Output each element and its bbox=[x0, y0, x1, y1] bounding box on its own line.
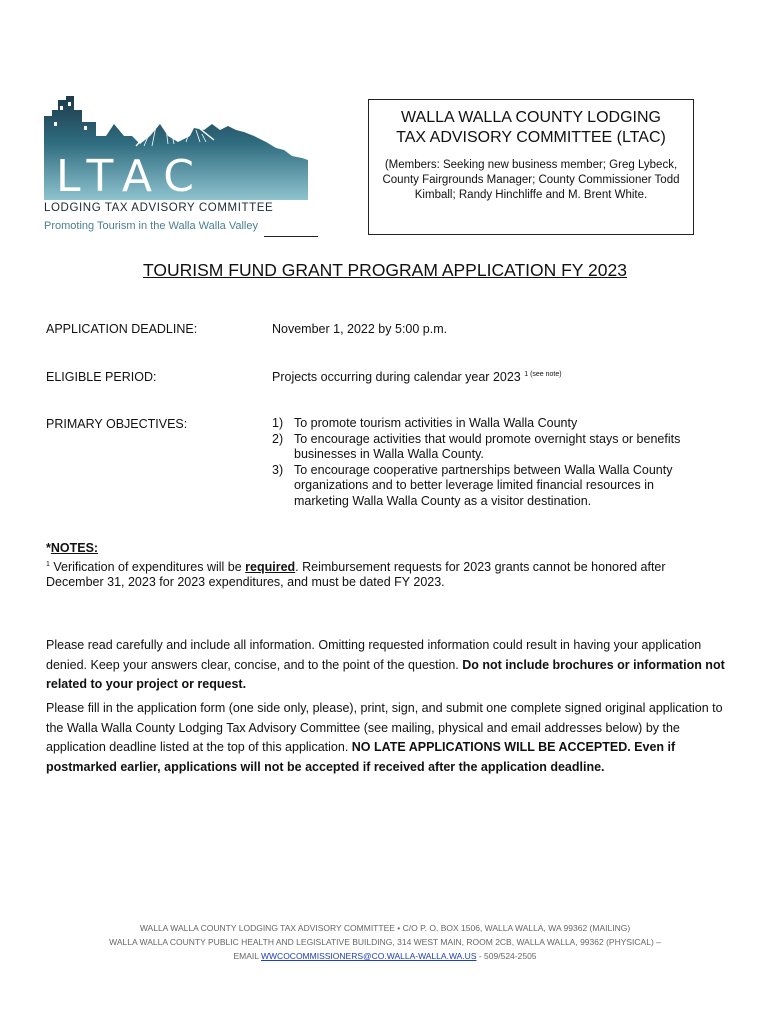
page-title: TOURISM FUND GRANT PROGRAM APPLICATION FY 2023 bbox=[143, 260, 627, 280]
footer-line-2: WALLA WALLA COUNTY PUBLIC HEALTH AND LEGISLATIVE BUILDING, 314 WEST MAIN, ROOM 2CB, WALLA WALLA, 99362 (PHYSICAL) – bbox=[109, 937, 661, 947]
deadline-label: APPLICATION DEADLINE: bbox=[46, 322, 198, 336]
committee-title-line-1: WALLA WALLA COUNTY LODGING bbox=[401, 109, 661, 126]
instructions-paragraph-1 bbox=[46, 636, 726, 695]
page-footer bbox=[0, 921, 770, 963]
notes-marker: 1 bbox=[46, 560, 50, 568]
list-item bbox=[272, 416, 712, 432]
eligible-period-label: ELIGIBLE PERIOD: bbox=[46, 370, 157, 384]
footer-phone: - 509/524-2505 bbox=[476, 951, 537, 961]
ltac-skyline-graphic bbox=[44, 96, 318, 200]
eligible-period-text: Projects occurring during calendar year 2023 bbox=[272, 370, 521, 384]
objective-text: To promote tourism activities in Walla Walla County bbox=[294, 416, 578, 430]
deadline-value: November 1, 2022 by 5:00 p.m. bbox=[272, 322, 448, 336]
committee-title-line-2: TAX ADVISORY COMMITTEE (LTAC) bbox=[396, 129, 666, 146]
footer-line-3 bbox=[0, 949, 770, 963]
list-item bbox=[272, 432, 712, 463]
ltac-logo bbox=[44, 96, 318, 241]
logo-tagline: Promoting Tourism in the Walla Walla Valley bbox=[44, 220, 258, 232]
notes-text-before: Verification of expenditures will be bbox=[49, 559, 246, 574]
eligible-period-value bbox=[272, 370, 562, 384]
notes-asterisk: * bbox=[46, 541, 51, 555]
footer-email-link[interactable]: WWCOCOMMISSIONERS@CO.WALLA-WALLA.WA.US bbox=[261, 951, 477, 961]
footer-line-1: WALLA WALLA COUNTY LODGING TAX ADVISORY COMMITTEE • C/O P. O. BOX 1506, WALLA WALLA, WA 99362 (MAILING) bbox=[139, 923, 631, 933]
logo-underline bbox=[264, 236, 318, 237]
logo-subtitle: LODGING TAX ADVISORY COMMITTEE bbox=[44, 202, 274, 214]
para2-bold: NO LATE APPLICATIONS WILL BE ACCEPTED. Even if postmarked earlier, applications will not be accepted if received after the application deadline. bbox=[46, 740, 676, 774]
objective-number: 3) bbox=[272, 462, 284, 477]
committee-header-box bbox=[368, 99, 694, 235]
objectives-label: PRIMARY OBJECTIVES: bbox=[46, 417, 188, 431]
notes-required: required bbox=[245, 559, 296, 574]
para1-text: Please read carefully and include all information. Omitting requested information could result in having your application denied. Keep your answers clear, concise, and to the point of the question. bbox=[46, 638, 702, 672]
list-item bbox=[272, 463, 712, 510]
para2-text: Please fill in the application form (one side only, please), print, sign, and submit one complete signed original application to the Walla Walla County Lodging Tax Advisory Committee (see mailing, physical and email addresses below) by the application deadline listed at the top of this application. bbox=[46, 701, 723, 754]
objectives-list bbox=[272, 416, 712, 509]
notes-text-after: . Reimbursement requests for 2023 grants cannot be honored after December 31, 2023 for 2023 expenditures, and must be dated FY 2023. bbox=[46, 559, 666, 590]
instructions-paragraph-2 bbox=[46, 699, 726, 777]
logo-letters: LTAC bbox=[56, 151, 206, 200]
notes-section bbox=[46, 541, 726, 591]
objective-text: To encourage cooperative partnerships between Walla Walla County organizations and to better leverage limited financial resources in marketing Walla Walla County as a visitor destination. bbox=[294, 462, 673, 508]
eligible-period-note-ref: 1 (see note) bbox=[524, 370, 562, 378]
footer-email-prefix: EMAIL bbox=[233, 951, 262, 961]
notes-title: NOTES: bbox=[50, 541, 99, 555]
objective-number: 2) bbox=[272, 431, 284, 446]
para1-bold: Do not include brochures or information not related to your project or request. bbox=[46, 657, 725, 691]
objective-text: To encourage activities that would promote overnight stays or benefits businesses in Walla Walla County. bbox=[294, 431, 681, 461]
notes-text bbox=[46, 557, 726, 591]
committee-members: (Members: Seeking new business member; Greg Lybeck, County Fairgrounds Manager; County Commissioner Todd Kimball; Randy Hinchliffe and M. Brent White. bbox=[382, 159, 680, 201]
objective-number: 1) bbox=[272, 416, 284, 430]
